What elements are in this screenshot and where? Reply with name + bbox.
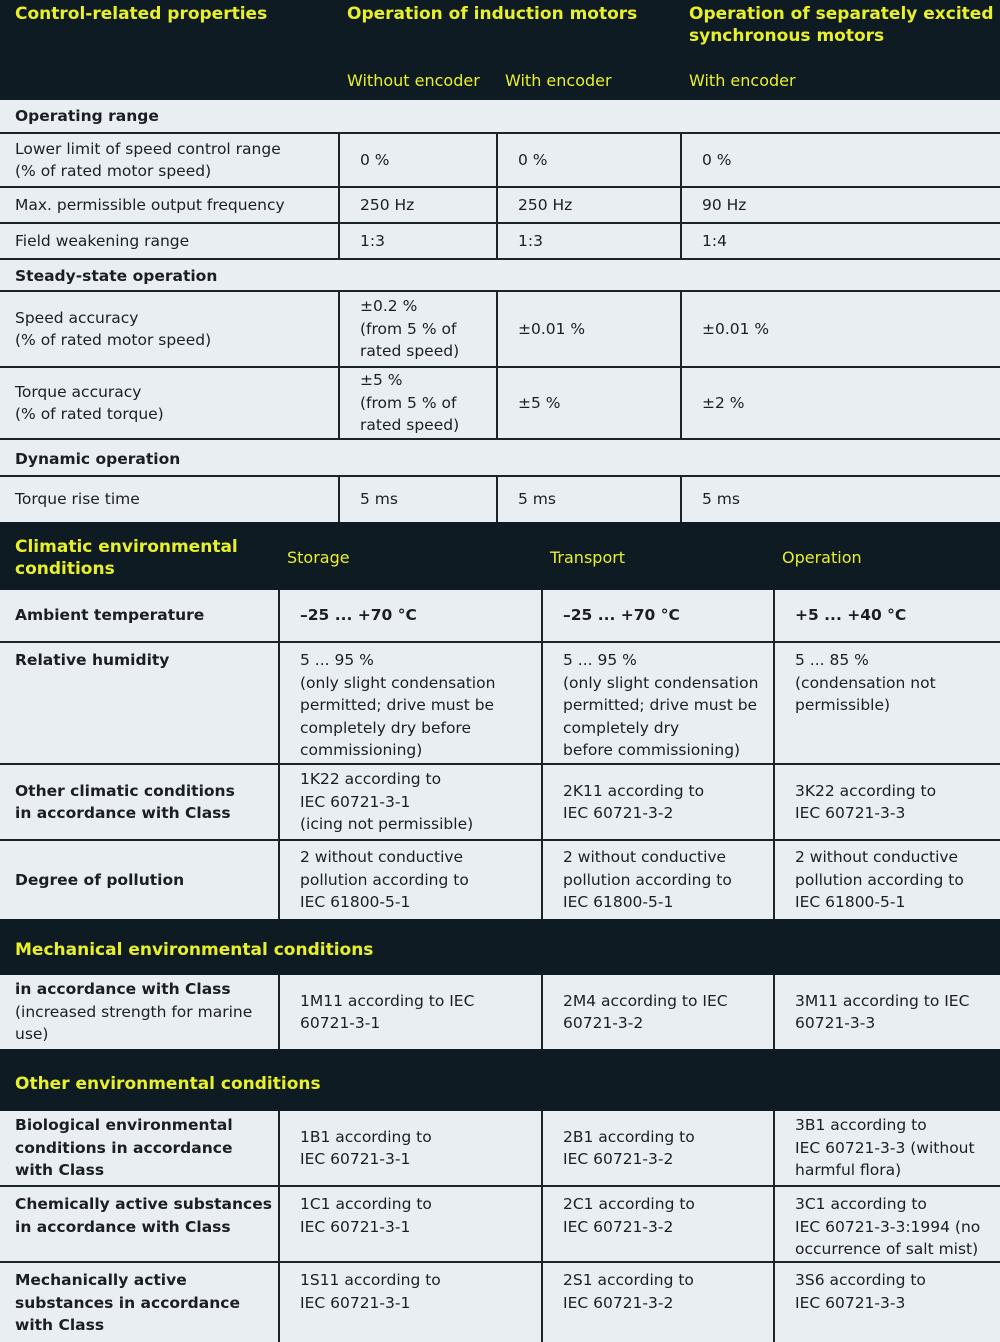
value-transport: 2K11 according to IEC 60721-3-2 [563, 781, 705, 822]
row-label: Other climatic conditions in accordance with Class [15, 781, 235, 822]
value-without-encoder: ±5 % (from 5 % of rated speed) [360, 371, 460, 435]
row-label: Torque accuracy (% of rated torque) [15, 382, 164, 423]
control-header [0, 0, 1000, 100]
climatic-title: Climatic environmental conditions [15, 537, 238, 579]
header-induction-motors: Operation of induction motors [347, 4, 638, 24]
value-without-encoder: 5 ms [360, 490, 398, 509]
value-transport: 5 ... 95 % (only slight condensation permitted; drive must be completely dry before commissioning) [563, 651, 759, 759]
subheader-with-encoder-sync: With encoder [689, 71, 796, 90]
value-with-encoder: ±0.01 % [518, 319, 586, 338]
value-transport: 2S1 according to IEC 60721-3-2 [563, 1271, 694, 1312]
value-operation: 2 without conductive pollution according to IEC 61800-5-1 [795, 848, 964, 912]
value-operation: 3B1 according to IEC 60721-3-3 (without harmful flora) [795, 1116, 975, 1180]
value-without-encoder: 0 % [360, 150, 390, 169]
col-operation: Operation [782, 548, 862, 567]
value-operation: 5 ... 85 % (condensation not permissible) [795, 651, 936, 714]
value-transport: 2C1 according to IEC 60721-3-2 [563, 1195, 695, 1236]
row-label-note: (increased strength for marine use) [15, 1002, 253, 1044]
row-label: Speed accuracy (% of rated motor speed) [15, 308, 212, 349]
value-operation: 3C1 according to IEC 60721-3-3:1994 (no occurrence of salt mist) [795, 1195, 981, 1258]
value-transport: –25 ... +70 °C [563, 606, 680, 625]
table-row [0, 765, 1000, 841]
value-with-encoder: 5 ms [518, 490, 556, 509]
other-title: Other environmental conditions [15, 1074, 321, 1094]
value-sync-with-encoder: 5 ms [702, 490, 740, 509]
climatic-header [0, 522, 1000, 590]
table-row [0, 292, 1000, 368]
table-row [0, 975, 1000, 1049]
row-label: Relative humidity [15, 651, 170, 669]
row-label: Max. permissible output frequency [15, 195, 285, 214]
section-steady-state [0, 260, 1000, 292]
value-without-encoder: ±0.2 % (from 5 % of rated speed) [360, 297, 460, 361]
value-transport: 2M4 according to IEC 60721-3-2 [563, 991, 728, 1032]
value-operation: +5 ... +40 °C [795, 606, 907, 625]
value-with-encoder: 1:3 [518, 231, 543, 250]
value-without-encoder: 250 Hz [360, 195, 415, 214]
col-transport: Transport [550, 548, 626, 567]
col-storage: Storage [287, 548, 350, 567]
value-sync-with-encoder: 1:4 [702, 231, 727, 250]
section-dynamic [0, 440, 1000, 477]
value-transport: 2 without conductive pollution according to IEC 61800-5-1 [563, 848, 732, 912]
value-sync-with-encoder: 0 % [702, 150, 732, 169]
row-label: Field weakening range [15, 231, 190, 250]
value-storage: 1C1 according to IEC 60721-3-1 [300, 1195, 432, 1236]
value-with-encoder: 0 % [518, 150, 548, 169]
table-row [0, 841, 1000, 919]
table-row [0, 134, 1000, 188]
table-row [0, 1111, 1000, 1187]
header-synchronous-motors: Operation of separately excited synchronous motors [689, 4, 994, 46]
row-label: Degree of pollution [15, 870, 185, 889]
value-transport: 2B1 according to IEC 60721-3-2 [563, 1127, 695, 1168]
subheader-with-encoder-induction: With encoder [505, 71, 612, 90]
subheader-without-encoder: Without encoder [347, 71, 480, 90]
row-label: Mechanically active substances in accordance with Class [15, 1271, 240, 1334]
table-row [0, 1263, 1000, 1342]
row-label: Ambient temperature [15, 606, 205, 625]
row-label: Biological environmental conditions in accordance with Class [15, 1116, 233, 1180]
value-sync-with-encoder: 90 Hz [702, 195, 747, 214]
row-label-bold: in accordance with Class [15, 980, 231, 999]
table-row [0, 224, 1000, 260]
header-control-properties: Control-related properties [15, 4, 268, 24]
value-operation: 3S6 according to IEC 60721-3-3 [795, 1271, 926, 1312]
section-operating-range [0, 100, 1000, 134]
section-title: Steady-state operation [15, 267, 218, 285]
table-row [0, 643, 1000, 765]
value-storage: –25 ... +70 °C [300, 606, 417, 625]
value-storage: 1S11 according to IEC 60721-3-1 [300, 1271, 441, 1312]
row-label: Lower limit of speed control range (% of rated motor speed) [15, 139, 281, 180]
value-operation: 3K22 according to IEC 60721-3-3 [795, 781, 937, 822]
value-with-encoder: 250 Hz [518, 195, 573, 214]
mechanical-header [0, 919, 1000, 975]
value-with-encoder: ±5 % [518, 393, 561, 412]
table-row [0, 477, 1000, 522]
value-without-encoder: 1:3 [360, 231, 385, 250]
section-title: Dynamic operation [15, 450, 181, 468]
other-header [0, 1049, 1000, 1111]
value-operation: 3M11 according to IEC 60721-3-3 [795, 991, 970, 1032]
value-storage: 1M11 according to IEC 60721-3-1 [300, 991, 475, 1032]
row-label: Chemically active substances in accordance with Class [15, 1195, 272, 1236]
value-storage: 2 without conductive pollution according to IEC 61800-5-1 [300, 848, 469, 912]
value-storage: 1K22 according to IEC 60721-3-1 (icing not permissible) [300, 770, 474, 834]
table-row [0, 590, 1000, 643]
table-row [0, 1187, 1000, 1263]
row-label: Torque rise time [15, 490, 140, 509]
value-storage: 1B1 according to IEC 60721-3-1 [300, 1127, 432, 1168]
value-sync-with-encoder: ±2 % [702, 393, 745, 412]
table-row [0, 368, 1000, 440]
table-row [0, 188, 1000, 224]
section-title: Operating range [15, 107, 159, 125]
mechanical-title: Mechanical environmental conditions [15, 940, 374, 960]
value-storage: 5 ... 95 % (only slight condensation permitted; drive must be completely dry before commissioning) [300, 651, 496, 759]
value-sync-with-encoder: ±0.01 % [702, 319, 770, 338]
